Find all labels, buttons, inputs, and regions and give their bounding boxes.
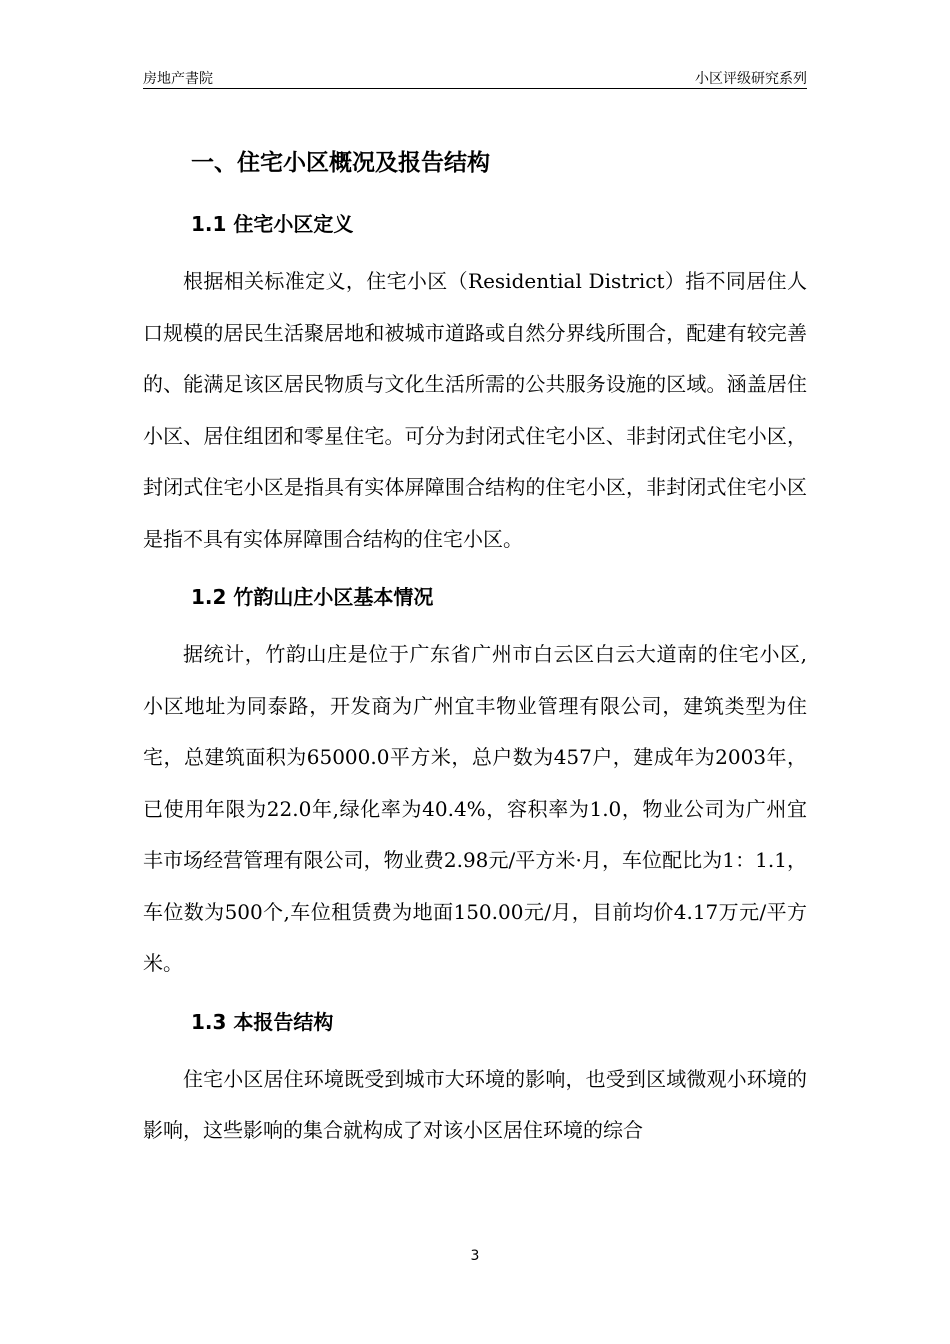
section-1-2-paragraph: 据统计，竹韵山庄是位于广东省广州市白云区白云大道南的住宅小区,小区地址为同泰路，开发商为广州宜丰物业管理有限公司，建筑类型为住宅，总建筑面积为65000.0平方米，总户数为457户，建成年为2003年，已使用年限为22.0年,绿化率为40.4%，容积率为1.0，物业公司为广州宜丰市场经营管理有限公司，物业费2.98元/平方米·月，车位配比为1：1.1，车位数为500个,车位租赁费为地面150.00元/月，目前均价4.17万元/平方米。 bbox=[143, 642, 807, 975]
page-number: 3 bbox=[470, 1248, 480, 1264]
header-publisher: 房地产書院 bbox=[143, 71, 213, 87]
section-1-3-paragraph: 住宅小区居住环境既受到城市大环境的影响，也受到区域微观小环境的影响，这些影响的集合就构成了对该小区居住环境的综合 bbox=[143, 1066, 807, 1142]
section-1-2-heading: 1.2 竹韵山庄小区基本情况 bbox=[191, 585, 434, 609]
section-1-3-heading: 1.3 本报告结构 bbox=[191, 1009, 334, 1034]
header-series-title: 小区评级研究系列 bbox=[695, 71, 807, 87]
page-header bbox=[143, 66, 807, 89]
section-1-1-paragraph: 根据相关标准定义，住宅小区（Residential District）指不同居住人口规模的居民生活聚居地和被城市道路或自然分界线所围合，配建有较完善的、能满足该区居民物质与文化生活所需的公共服务设施的区域。涵盖居住小区、居住组团和零星住宅。可分为封闭式住宅小区、非封闭式住宅小区，封闭式住宅小区是指具有实体屏障围合结构的住宅小区，非封闭式住宅小区是指不具有实体屏障围合结构的住宅小区。 bbox=[143, 269, 807, 551]
section-1-heading: 一、住宅小区概况及报告结构 bbox=[191, 150, 490, 176]
section-1-1-heading: 1.1 住宅小区定义 bbox=[191, 212, 354, 236]
document-body bbox=[143, 140, 807, 1157]
